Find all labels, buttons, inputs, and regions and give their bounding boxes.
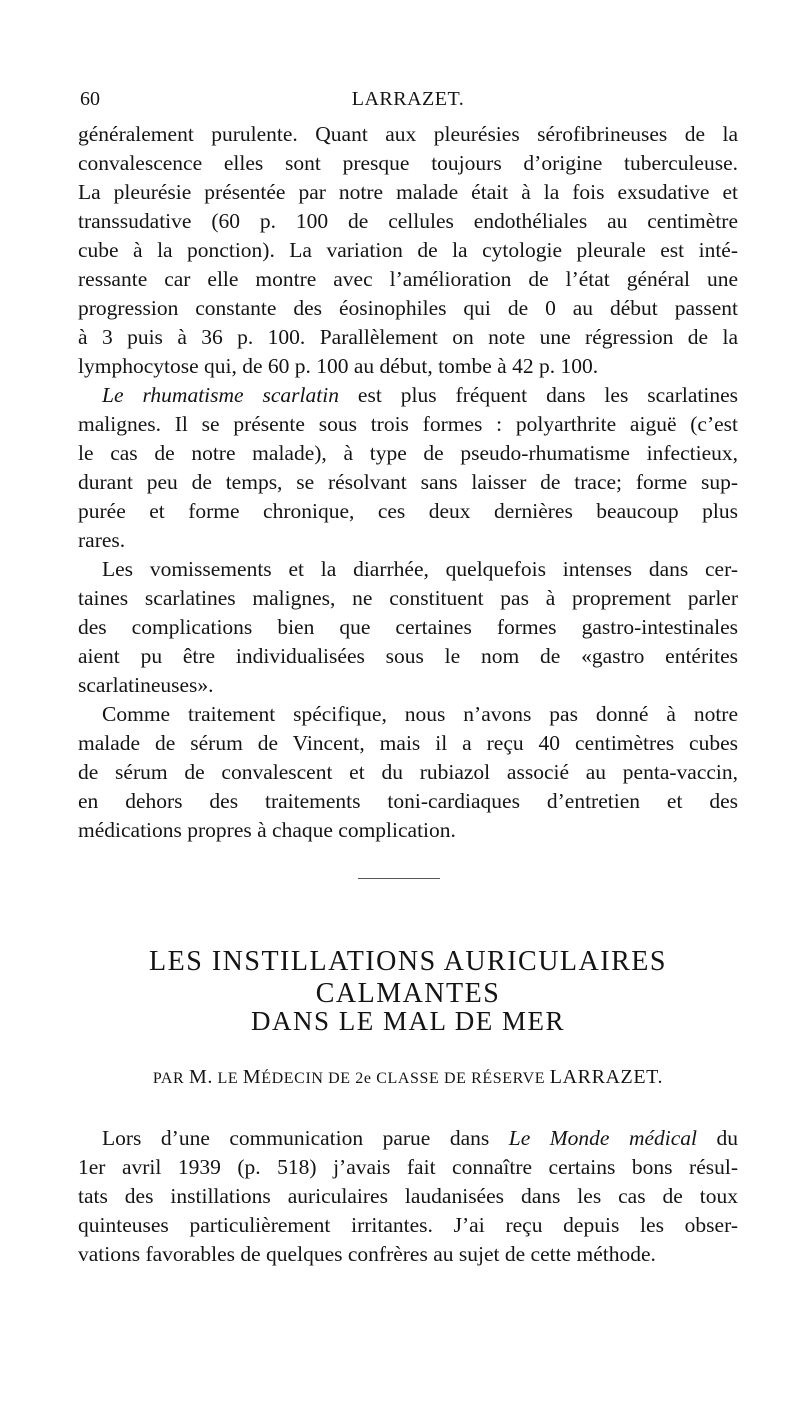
paragraph-traitement [78, 700, 738, 845]
italic-journal-title: Le Monde médical [508, 1126, 698, 1150]
byline-le: LE [217, 1070, 239, 1087]
new-article-body [78, 1124, 738, 1269]
text-line: lymphocytose qui, de 60 p. 100 au début, tombe à 42 p. 100. [78, 354, 599, 378]
text-line: généralement purulente. Quant aux pleurésies sérofibrineuses de la [78, 122, 738, 146]
paragraph-cytology [78, 120, 738, 381]
byline-classe: CLASSE DE RÉSERVE [376, 1070, 546, 1087]
page-number: 60 [80, 88, 100, 110]
byline-par: PAR [152, 1070, 185, 1087]
text-fragment: du [697, 1126, 739, 1150]
text-fragment: est plus fréquent dans les scarlatines [338, 383, 738, 407]
text-line: rares. [78, 528, 126, 552]
text-line: vations favorables de quelques confrères au sujet de cette méthode. [78, 1242, 656, 1266]
text-line: médications propres à chaque complication. [78, 818, 456, 842]
byline-medecin-rest: ÉDECIN [261, 1070, 324, 1087]
continued-article-body [78, 120, 738, 845]
text-line: scarlatineuses». [78, 673, 214, 697]
text-fragment: Lors d’une communication parue dans [102, 1126, 509, 1150]
text-line: 1er avril 1939 (p. 518) j’avais fait connaître certains bons résul- [78, 1155, 738, 1179]
byline-rank: 2e [355, 1070, 372, 1087]
italic-term: Le rhumatisme scarlatin [102, 383, 339, 407]
text-line: cube à la ponction). La variation de la cytologie pleurale est inté- [78, 238, 738, 262]
article-title-line-2: DANS LE MAL DE MER [251, 1006, 565, 1036]
text-line: quinteuses particulièrement irritantes. J’ai reçu depuis les obser- [78, 1213, 738, 1237]
text-line: Les vomissements et la diarrhée, quelquefois intenses dans cer- [102, 557, 738, 581]
byline-de: DE [328, 1070, 351, 1087]
text-line: le cas de notre malade), à type de pseudo-rhumatisme infectieux, [78, 441, 738, 465]
running-title: LARRAZET. [351, 88, 465, 110]
article-byline [78, 1066, 738, 1089]
text-line: à 3 puis à 36 p. 100. Parallèlement on note une régression de la [78, 325, 738, 349]
text-line: en dehors des traitements toni-cardiaques d’entretien et des [78, 789, 738, 813]
running-head [78, 88, 738, 118]
text-line: de sérum de convalescent et du rubiazol associé au penta-vaccin, [78, 760, 738, 784]
section-separator [358, 878, 440, 879]
text-line: Comme traitement spécifique, nous n’avons pas donné à notre [102, 702, 738, 726]
text-line: progression constante des éosinophiles qui de 0 au début passent [78, 296, 738, 320]
byline-author: LARRAZET. [549, 1066, 664, 1088]
text-line: purée et forme chronique, ces deux dernières beaucoup plus [78, 499, 738, 523]
text-line: malignes. Il se présente sous trois formes : polyarthrite aiguë (c’est [78, 412, 738, 436]
text-line: malade de sérum de Vincent, mais il a reçu 40 centimètres cubes [78, 731, 738, 755]
text-line: tats des instillations auriculaires laudanisées dans les cas de toux [78, 1184, 738, 1208]
text-line: des complications bien que certaines formes gastro-intestinales [78, 615, 738, 639]
text-line: aient pu être individualisées sous le nom de «gastro entérites [78, 644, 738, 668]
text-line: taines scarlatines malignes, ne constituent pas à proprement parler [78, 586, 738, 610]
byline-m: M. [188, 1066, 213, 1088]
byline-medecin-initial: M [242, 1066, 262, 1088]
text-line: transsudative (60 p. 100 de cellules endothéliales au centimètre [78, 209, 738, 233]
text-line [78, 381, 738, 410]
text-line: durant peu de temps, se résolvant sans laisser de trace; forme sup- [78, 470, 738, 494]
text-line: La pleurésie présentée par notre malade était à la fois exsudative et [78, 180, 738, 204]
article-title-line-1: LES INSTILLATIONS AURICULAIRES CALMANTES [149, 946, 667, 1009]
paragraph-rhumatisme [78, 381, 738, 555]
text-line [78, 1124, 738, 1153]
text-line: convalescence elles sont presque toujours d’origine tuberculeuse. [78, 151, 738, 175]
text-line: ressante car elle montre avec l’amélioration de l’état général une [78, 267, 738, 291]
paragraph-vomissements [78, 555, 738, 700]
